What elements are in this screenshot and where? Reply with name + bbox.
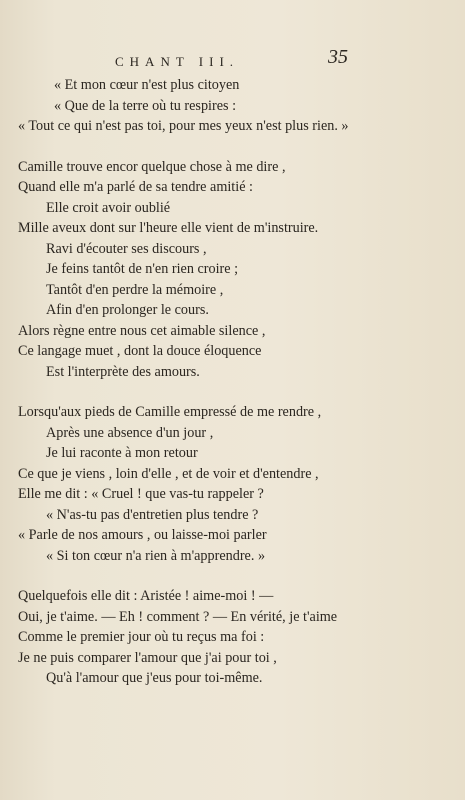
verse-line: Elle croit avoir oublié (46, 199, 171, 216)
page-number: 35 (328, 46, 348, 68)
verse-line: Elle me dit : « Cruel ! que vas-tu rappeler ? (18, 486, 264, 502)
stanza-break (18, 137, 458, 157)
verse-line: « Si ton cœur n'a rien à m'apprendre. » (46, 547, 266, 564)
verse-line: « Tout ce qui n'est pas toi, pour mes yeux n'est plus rien. » (18, 118, 349, 134)
verse-line: « Et mon cœur n'est plus citoyen (54, 77, 240, 93)
stanza-break (18, 566, 458, 586)
stanza-break (18, 382, 458, 402)
verse-line: Ce que je viens , loin d'elle , et de voir et d'entendre , (18, 465, 319, 482)
verse-line: Est l'interprète des amours. (46, 363, 200, 380)
verse-line: Lorsqu'aux pieds de Camille empressé de me rendre , (18, 404, 322, 420)
running-head: CHANT III. (115, 54, 240, 69)
stanza (18, 586, 458, 689)
verse-line: Après une absence d'un jour , (46, 424, 214, 441)
verse-line: Je ne puis comparer l'amour que j'ai pour toi , (18, 649, 277, 666)
verse-line: Camille trouve encor quelque chose à me dire , (18, 158, 286, 175)
verse-line: « N'as-tu pas d'entretien plus tendre ? (46, 506, 259, 523)
stanza (18, 402, 458, 566)
stanza (18, 157, 458, 383)
verse-line: Ce langage muet , dont la douce éloquence (18, 343, 262, 359)
verse-line: Je lui raconte à mon retour (46, 445, 198, 461)
verse-line: Mille aveux dont sur l'heure elle vient de m'instruire. (18, 220, 319, 236)
verse-line: Afin d'en prolonger le cours. (46, 302, 209, 318)
verse-line: Quelquefois elle dit : Aristée ! aime-moi ! — (18, 588, 274, 604)
verse-line: Alors règne entre nous cet aimable silence , (18, 322, 266, 339)
verse-line: Comme le premier jour où tu reçus ma foi : (18, 629, 265, 645)
verse-line: « Que de la terre où tu respires : (54, 97, 237, 114)
verse-line: Oui, je t'aime. — Eh ! comment ? — En vérité, je t'aime (18, 608, 338, 625)
poem-text (18, 75, 458, 689)
verse-line: « Parle de nos amours , ou laisse-moi parler (18, 527, 267, 543)
page-header (0, 44, 465, 74)
verse-line: Je feins tantôt de n'en rien croire ; (46, 261, 239, 277)
verse-line: Ravi d'écouter ses discours , (46, 240, 207, 257)
stanza (18, 75, 458, 137)
verse-line: Quand elle m'a parlé de sa tendre amitié : (18, 179, 253, 195)
verse-line: Tantôt d'en perdre la mémoire , (46, 281, 224, 298)
verse-line: Qu'à l'amour que j'eus pour toi-même. (46, 670, 263, 686)
